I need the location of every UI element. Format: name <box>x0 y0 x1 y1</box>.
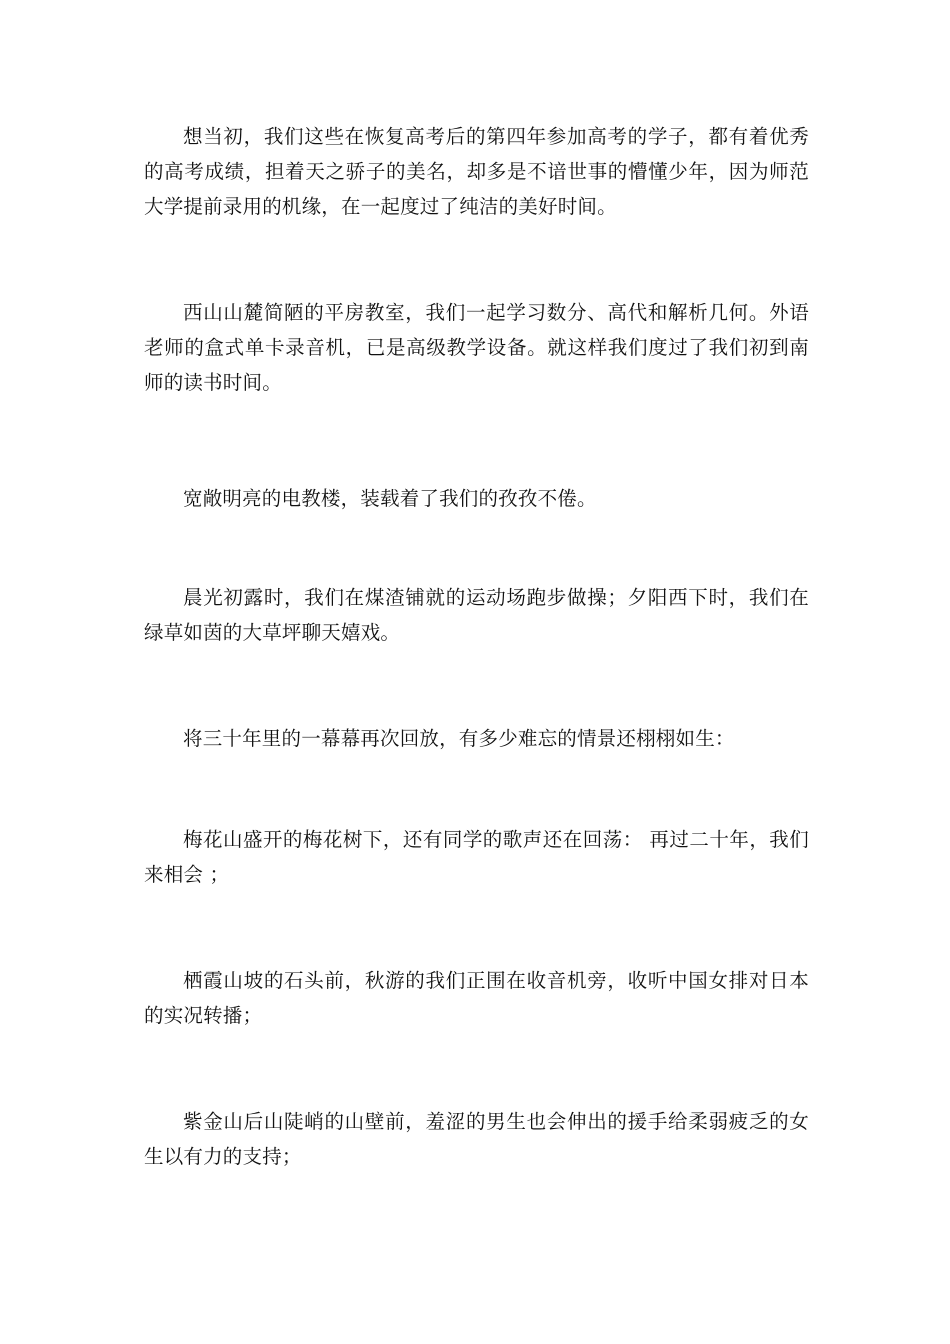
paragraph-plum-mountain: 梅花山盛开的梅花树下，还有同学的歌声还在回荡： 再过二十年，我们来相会 ； <box>144 828 809 886</box>
paragraph-purple-mountain: 紫金山后山陡峭的山壁前，羞涩的男生也会伸出的援手给柔弱疲乏的女生以有力的支持； <box>144 1110 809 1168</box>
paragraph-qixia-mountain: 栖霞山坡的石头前，秋游的我们正围在收音机旁，收听中国女排对日本的实况转播； <box>144 969 809 1027</box>
paragraph-replay: 将三十年里的一幕幕再次回放，有多少难忘的情景还栩栩如生： <box>183 727 735 750</box>
paragraph-classroom: 西山山麓简陋的平房教室，我们一起学习数分、高代和解析几何。外语老师的盒式单卡录音机，已是高级教学设备。就这样我们度过了我们初到南师的读书时间。 <box>144 301 809 394</box>
paragraph-sports-field: 晨光初露时，我们在煤渣铺就的运动场跑步做操；夕阳西下时，我们在绿草如茵的大草坪聊天嬉戏。 <box>144 586 809 644</box>
paragraph-av-building: 宽敞明亮的电教楼，装载着了我们的孜孜不倦。 <box>183 487 597 510</box>
paragraph-recollection-intro: 想当初，我们这些在恢复高考后的第四年参加高考的学子，都有着优秀的高考成绩，担着天之骄子的美名，却多是不谙世事的懵懂少年，因为师范大学提前录用的机缘，在一起度过了纯洁的美好时间。 <box>144 125 809 218</box>
